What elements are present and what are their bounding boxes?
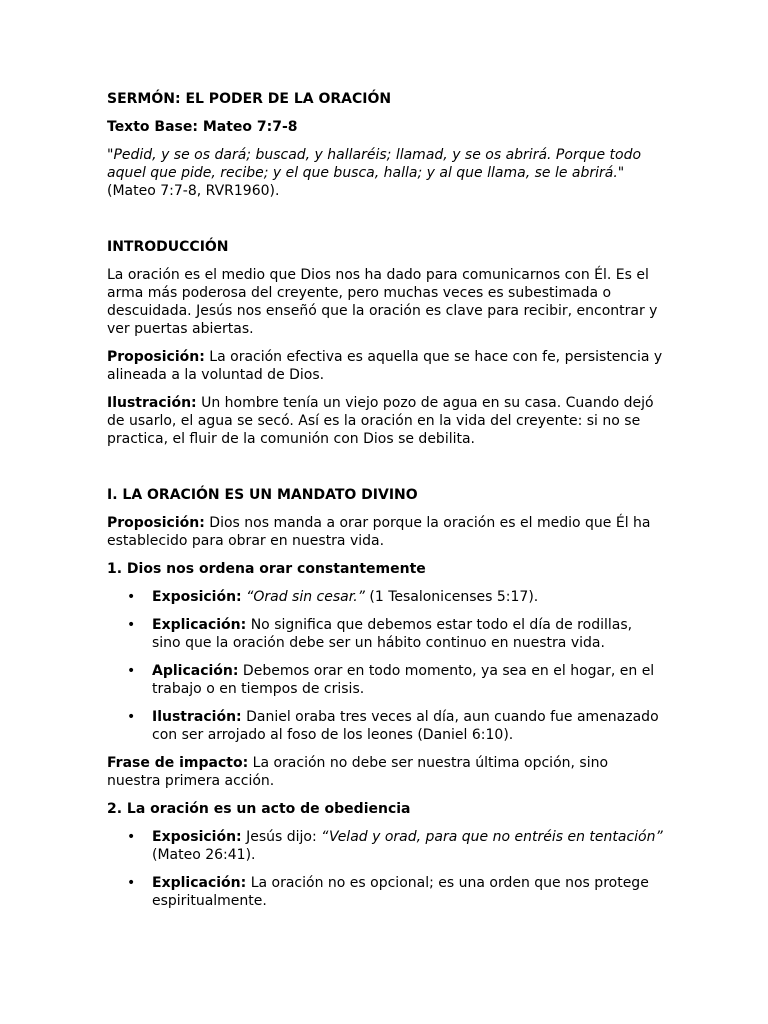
bullet-icon: • [127,829,136,845]
exposicion-ref: (Mateo 26:41). [152,847,256,863]
spacer [107,458,663,486]
verse-open-quote: " [107,147,114,163]
bullet-icon: • [127,589,136,605]
list-item [107,874,663,910]
exposicion-quote: “Orad sin cesar.” [246,589,365,605]
verse-paragraph [107,146,663,200]
frase-label: Frase de impacto: [107,755,249,771]
explicacion-text: No significa que debemos estar todo el día de rodillas, sino que la oración debe ser un hábito continuo en nuestra vida. [152,617,633,651]
aplicacion-label: Aplicación: [152,663,239,679]
ilustracion-text: Un hombre tenía un viejo pozo de agua en su casa. Cuando dejó de usarlo, el agua se secó. Así es la oración en la vida del creyente: si no se practica, el fluir de la comunión con Dios se debilita. [107,395,654,447]
proposicion-text: Dios nos manda a orar porque la oración es el medio que Él ha establecido para obrar en nuestra vida. [107,515,651,549]
section1-proposicion [107,514,663,550]
exposicion-quote: “Velad y orad, para que no entréis en tentación” [321,829,663,845]
bullet-icon: • [127,663,136,679]
frase-text: La oración no debe ser nuestra última opción, sino nuestra primera acción. [107,755,609,789]
document-title: SERMÓN: EL PODER DE LA ORACIÓN [107,91,392,107]
intro-ilustracion [107,394,663,448]
list-item [107,828,663,864]
point1-list [107,588,663,744]
texto-base-heading: Texto Base: Mateo 7:7-8 [107,119,298,135]
proposicion-text: La oración efectiva es aquella que se hace con fe, persistencia y alineada a la voluntad de Dios. [107,349,663,383]
explicacion-text: La oración no es opcional; es una orden que nos protege espiritualmente. [152,875,649,909]
spacer [107,210,663,238]
bullet-icon: • [127,709,136,725]
exposicion-pre: Jesús dijo: [241,829,322,845]
aplicacion-text: Debemos orar en todo momento, ya sea en el hogar, en el trabajo o en tiempos de crisis. [152,663,655,697]
explicacion-label: Explicación: [152,617,247,633]
proposicion-label: Proposición: [107,515,205,531]
exposicion-label: Exposición: [152,829,242,845]
intro-paragraph: La oración es el medio que Dios nos ha dado para comunicarnos con Él. Es el arma más poderosa del creyente, pero muchas veces es subestimada o descuidada. Jesús nos enseñó que la oración es clave para recibir, encontrar y ver puertas abiertas. [107,267,658,337]
sermon-document [107,90,663,920]
ilustracion-text: Daniel oraba tres veces al día, aun cuando fue amenazado con ser arrojado al foso de los leones (Daniel 6:10). [152,709,659,743]
intro-proposicion [107,348,663,384]
verse-text: Pedid, y se os dará; buscad, y hallaréis; llamad, y se os abrirá. Porque todo aquel que pide, recibe; y el que busca, halla; y al que llama, se le abrirá. [107,147,642,181]
exposicion-label: Exposición: [152,589,242,605]
bullet-icon: • [127,875,136,891]
frase-de-impacto [107,754,663,790]
section1-heading: I. LA ORACIÓN ES UN MANDATO DIVINO [107,487,418,503]
list-item [107,708,663,744]
point1-heading: 1. Dios nos ordena orar constantemente [107,561,426,577]
list-item [107,662,663,698]
list-item [107,616,663,652]
intro-heading: INTRODUCCIÓN [107,239,229,255]
proposicion-label: Proposición: [107,349,205,365]
list-item [107,588,663,606]
point2-list [107,828,663,910]
point2-heading: 2. La oración es un acto de obediencia [107,801,411,817]
exposicion-ref: (1 Tesalonicenses 5:17). [364,589,539,605]
verse-reference: " (Mateo 7:7-8, RVR1960). [107,165,625,199]
ilustracion-label: Ilustración: [152,709,242,725]
bullet-icon: • [127,617,136,633]
ilustracion-label: Ilustración: [107,395,197,411]
explicacion-label: Explicación: [152,875,247,891]
